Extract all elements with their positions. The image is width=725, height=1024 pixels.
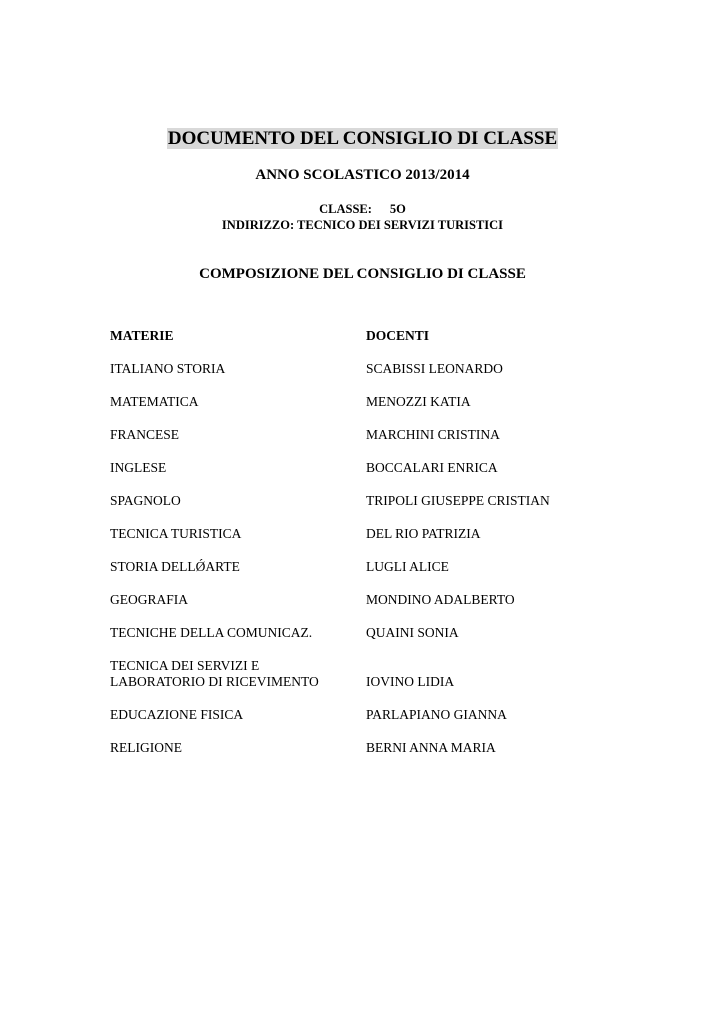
subject-cell: INGLESE [110,460,167,475]
teacher-cell: QUAINI SONIA [366,625,459,640]
subject-cell: TECNICHE DELLA COMUNICAZ. [110,625,313,640]
school-year: ANNO SCOLASTICO 2013/2014 [255,167,470,183]
header-docenti: DOCENTI [366,328,430,343]
teacher-cell: MONDINO ADALBERTO [366,592,515,607]
council-table [110,328,610,773]
subject-cell: STORIA DELLǾARTE [110,559,240,574]
table-row [110,526,610,542]
teacher-cell: TRIPOLI GIUSEPPE CRISTIAN [366,493,550,508]
table-row [110,361,610,377]
table-body [110,361,610,756]
teacher-cell: MARCHINI CRISTINA [366,427,500,442]
teacher-cell: LUGLI ALICE [366,559,449,574]
subject-cell: TECNICA DEI SERVIZI E LABORATORIO DI RICEVIMENTO [110,658,319,689]
teacher-cell: IOVINO LIDIA [366,674,455,689]
subject-cell: RELIGIONE [110,740,182,755]
course-address: INDIRIZZO: TECNICO DEI SERVIZI TURISTICI [221,218,504,232]
subject-cell: FRANCESE [110,427,180,442]
document-title [0,126,725,152]
teacher-cell: BOCCALARI ENRICA [366,460,498,475]
subject-cell: SPAGNOLO [110,493,181,508]
table-row [110,707,610,723]
table-row [110,592,610,608]
header-materie: MATERIE [110,328,174,343]
table-row [110,427,610,443]
table-row [110,493,610,509]
table-row [110,740,610,756]
subject-cell: ITALIANO STORIA [110,361,226,376]
subject-cell: GEOGRAFIA [110,592,189,607]
class-value: 5O [389,202,406,216]
table-row [110,559,610,575]
table-row [110,625,610,641]
teacher-cell: SCABISSI LEONARDO [366,361,503,376]
teacher-cell: BERNI ANNA MARIA [366,740,496,755]
table-row [110,460,610,476]
subject-cell: MATEMATICA [110,394,199,409]
table-row [110,658,610,690]
document-title-text: DOCUMENTO DEL CONSIGLIO DI CLASSE [167,128,558,149]
teacher-cell: PARLAPIANO GIANNA [366,707,507,722]
section-title: COMPOSIZIONE DEL CONSIGLIO DI CLASSE [199,266,526,282]
table-header-row [110,328,610,344]
table-row [110,394,610,410]
subject-cell: TECNICA TURISTICA [110,526,242,541]
class-line [0,201,725,217]
teacher-cell: MENOZZI KATIA [366,394,471,409]
teacher-cell: DEL RIO PATRIZIA [366,526,481,541]
class-label: CLASSE: [319,202,372,216]
subject-cell: EDUCAZIONE FISICA [110,707,244,722]
